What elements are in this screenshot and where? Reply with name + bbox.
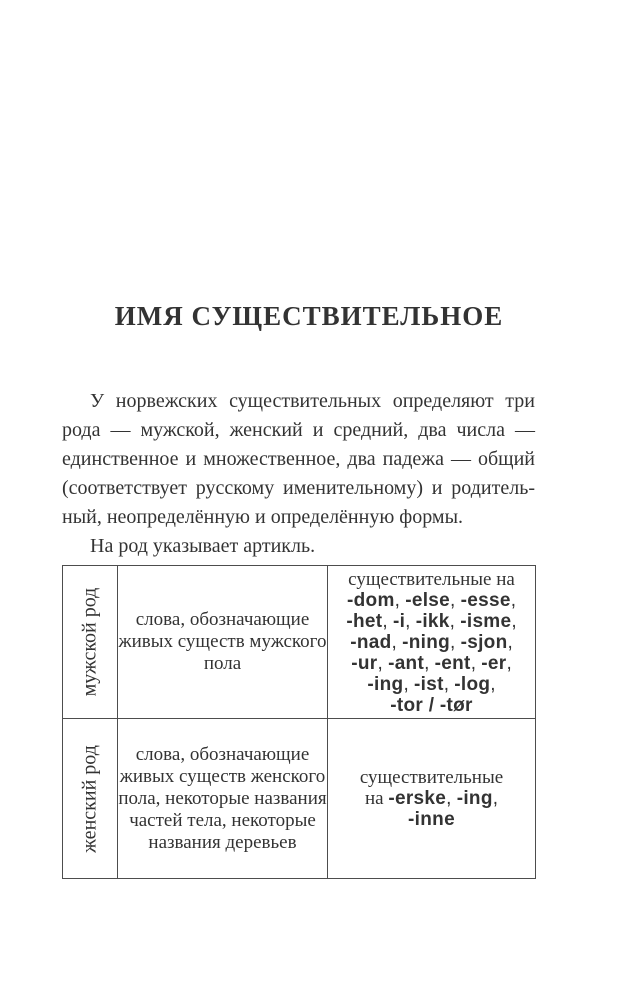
gender-label: мужской род <box>78 587 101 697</box>
intro-line: ный, неопределённую и определённую формы. <box>62 506 464 528</box>
suffix-line <box>328 569 535 590</box>
suffix-token: -ing <box>367 673 404 695</box>
suffix-token: -i <box>392 610 406 632</box>
suffix-separator: , <box>377 652 389 674</box>
page-title: ИМЯ СУЩЕСТВИТЕЛЬНОЕ <box>114 301 504 331</box>
suffix-token: -ikk <box>415 610 450 632</box>
description-cell: слова, обозначающие живых существ женского пола, некоторые названия частей тела, некоторые названия деревьев <box>118 719 328 879</box>
suffix-line <box>328 611 535 632</box>
suffix-separator: , <box>450 589 461 611</box>
suffix-separator: , <box>506 652 512 674</box>
table-row-masculine <box>63 566 536 719</box>
intro-line: единственное и множественное, два падежа — общий <box>62 448 535 470</box>
suffix-token: -er <box>481 652 507 674</box>
suffix-line <box>328 767 535 788</box>
suffix-separator: , <box>382 610 393 632</box>
suffix-line-intro: существительные на <box>348 568 515 590</box>
suffix-separator: , <box>403 673 414 695</box>
suffix-token: -log <box>454 673 491 695</box>
suffix-token: -erske <box>388 788 447 809</box>
suffix-token: -sjon <box>460 631 508 653</box>
suffix-token: -het <box>346 610 383 632</box>
suffix-line-intro: на <box>364 788 389 809</box>
suffix-token: -tor / -tør <box>390 694 473 716</box>
suffix-separator: , <box>490 673 496 695</box>
suffix-separator: , <box>470 652 482 674</box>
suffix-line <box>328 809 535 830</box>
suffix-line <box>328 695 535 716</box>
suffix-separator: , <box>443 673 455 695</box>
suffix-separator: , <box>507 631 513 653</box>
description-cell: слова, обозначающие живых существ мужского пола <box>118 566 328 719</box>
intro-line: На род указывает артикль. <box>90 535 316 557</box>
intro-line: (соответствует русскому именительному) и родитель- <box>62 477 535 499</box>
intro-line: У норвежских существительных определяют три <box>90 390 535 412</box>
suffix-separator: , <box>449 610 461 632</box>
suffix-separator: , <box>394 589 406 611</box>
suffix-cell <box>328 719 536 879</box>
intro-line: рода — мужской, женский и средний, два числа — <box>62 419 535 441</box>
suffix-token: -ning <box>402 631 451 653</box>
suffix-token: -ist <box>414 673 444 695</box>
suffix-token: -inne <box>408 809 455 830</box>
suffix-separator: , <box>405 610 416 632</box>
suffix-token: -else <box>405 589 451 611</box>
suffix-separator: , <box>511 610 517 632</box>
suffix-token: -ant <box>388 652 425 674</box>
suffix-token: -isme <box>460 610 512 632</box>
suffix-token: -nad <box>350 631 392 653</box>
suffix-separator: , <box>492 788 499 809</box>
gender-cell <box>63 719 118 879</box>
gender-table <box>62 565 536 879</box>
table-row-feminine <box>63 719 536 879</box>
suffix-separator: , <box>424 652 435 674</box>
suffix-token: -ent <box>434 652 471 674</box>
suffix-line <box>328 590 535 611</box>
suffix-line <box>328 788 535 809</box>
suffix-line <box>328 632 535 653</box>
suffix-separator: , <box>391 631 403 653</box>
gender-label: женский род <box>78 744 101 853</box>
suffix-cell <box>328 566 536 719</box>
suffix-separator: , <box>446 788 457 809</box>
intro-text <box>62 387 535 561</box>
suffix-line-intro: существительные <box>359 767 504 788</box>
suffix-line <box>328 653 535 674</box>
suffix-line <box>328 674 535 695</box>
suffix-token: -dom <box>347 589 395 611</box>
suffix-token: -ing <box>456 788 493 809</box>
gender-cell <box>63 566 118 719</box>
suffix-token: -esse <box>460 589 511 611</box>
suffix-separator: , <box>510 589 516 611</box>
suffix-separator: , <box>450 631 461 653</box>
suffix-token: -ur <box>351 652 378 674</box>
